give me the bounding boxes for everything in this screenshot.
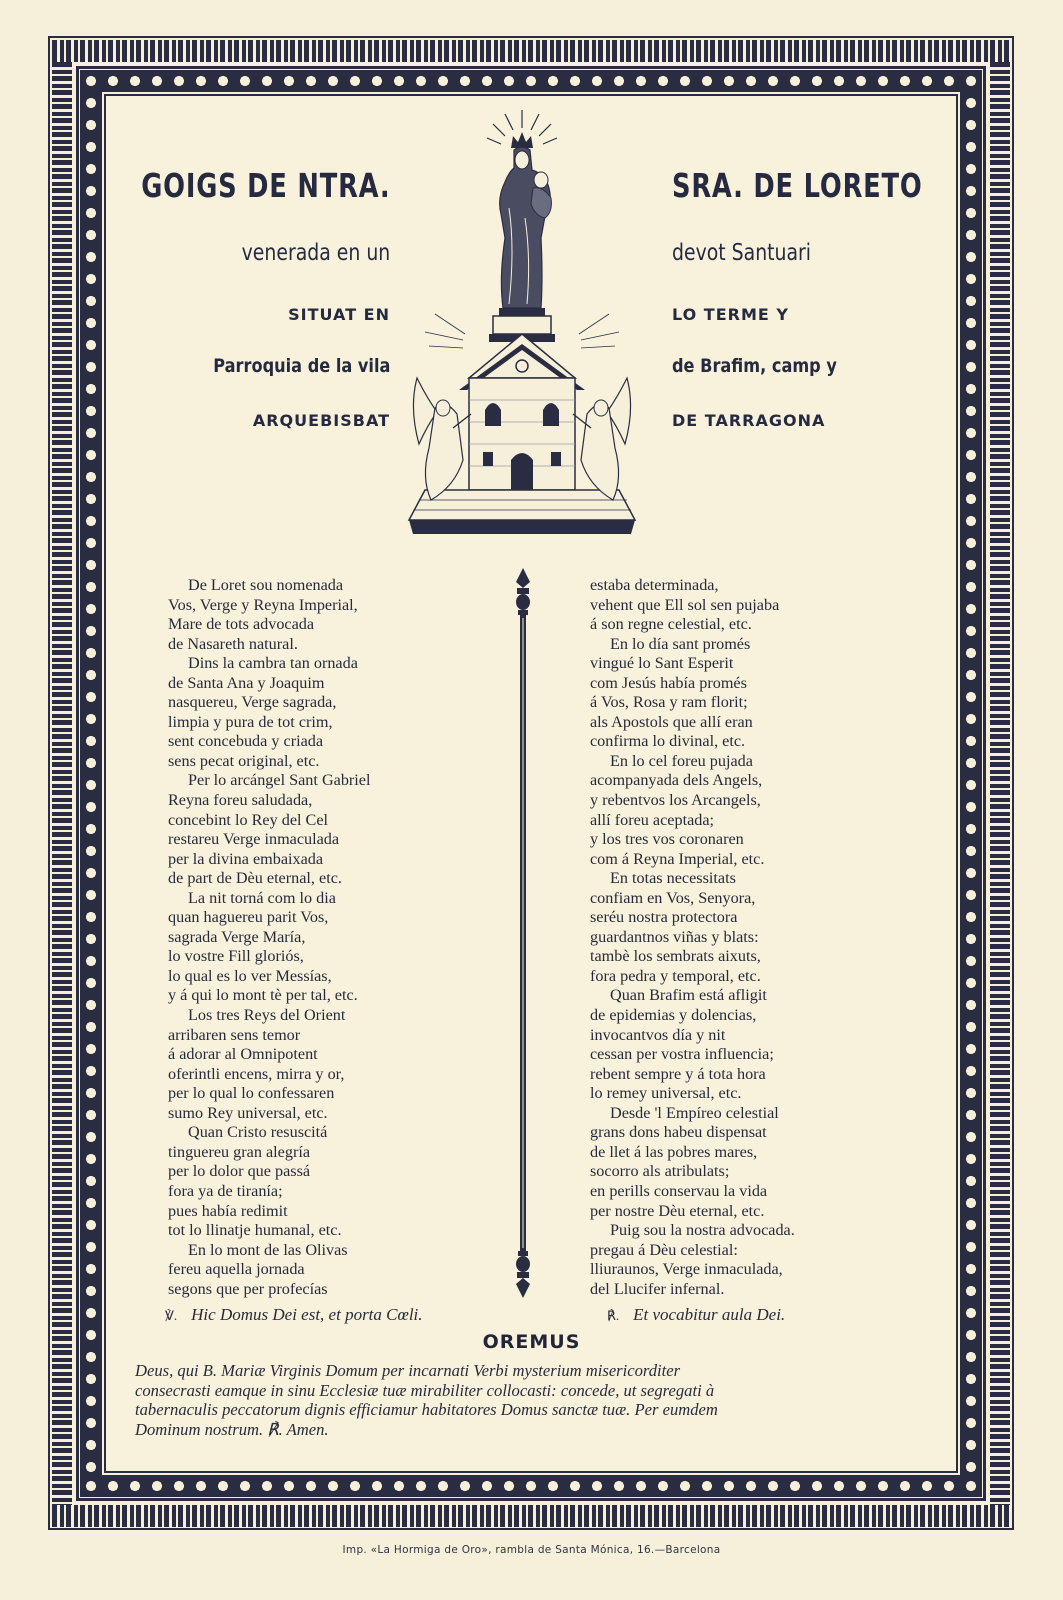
- verse-line: per lo dolor que passá: [168, 1162, 311, 1181]
- verse-line: arribaren sens temor: [168, 1025, 301, 1044]
- verse-line: vehent que Ell sol sen pujaba: [590, 595, 780, 614]
- prayer-line: Deus, qui B. Mariæ Virginis Domum per incarnati Verbi mysterium misericorditer: [135, 1361, 681, 1380]
- verse-line: pues había redimit: [168, 1201, 288, 1220]
- bottom-ornament-band: [80, 1475, 982, 1497]
- response-text: Et vocabitur aula Dei.: [633, 1305, 786, 1324]
- oremus-title: OREMUS: [482, 1331, 581, 1353]
- verse-line: vingué lo Sant Esperit: [590, 654, 734, 673]
- verse-line: per la divina embaixada: [168, 849, 324, 868]
- verse-line: tinguereu gran alegría: [168, 1142, 311, 1161]
- right-ornament-band: [960, 92, 982, 1475]
- verse-line: socorro als atribulats;: [590, 1162, 730, 1181]
- verse-line: restareu Verge inmaculada: [168, 830, 340, 849]
- verse-line: lo remey universal, etc.: [590, 1084, 742, 1103]
- verse-line: Mare de tots advocada: [168, 615, 315, 634]
- verse-line: concebint lo Rey del Cel: [168, 810, 329, 829]
- heading-line5-right: DE TARRAGONA: [672, 411, 826, 430]
- verse-line: y á qui lo mont tè per tal, etc.: [168, 986, 358, 1005]
- top-fringe-border: [52, 40, 1010, 62]
- verse-line: de part de Dèu eternal, etc.: [168, 869, 342, 888]
- column-divider-ornament: [512, 568, 534, 1298]
- verse-line: y rebentvos los Arcangels,: [590, 791, 761, 810]
- verse-line: per nostre Dèu eternal, etc.: [590, 1201, 765, 1220]
- verse-line: en perills conservau la vida: [590, 1181, 768, 1200]
- verse-line: quan haguereu parit Vos,: [168, 908, 329, 927]
- subtitle-right: devot Santuari: [672, 240, 812, 266]
- verse-line: oferintli encens, mirra y or,: [168, 1064, 345, 1083]
- verse-line: De Loret sou nomenada: [188, 576, 344, 594]
- verse-line: de llet á las pobres mares,: [590, 1142, 758, 1161]
- versicle-text: Hic Domus Dei est, et porta Cœli.: [191, 1305, 423, 1324]
- verse-line: nasquereu, Verge sagrada,: [168, 693, 337, 712]
- verse-line: Reyna foreu saludada,: [168, 791, 313, 810]
- verse-line: Puig sou la nostra advocada.: [610, 1221, 795, 1240]
- verse-line: sumo Rey universal, etc.: [168, 1103, 328, 1122]
- verse-line: guardantnos viñas y blats:: [590, 927, 759, 946]
- verse-line: per lo qual lo confessaren: [168, 1084, 335, 1103]
- verse-line: cessan per vostra influencia;: [590, 1045, 774, 1064]
- prayer-line: tabernaculis peccatorum dignis efficiamur habitatores Domus sanctæ tuæ. Per eumdem: [135, 1400, 718, 1419]
- response: [607, 1305, 785, 1325]
- heading-line5-left: ARQUEBISBAT: [252, 411, 390, 430]
- verse-line: de Santa Ana y Joaquim: [168, 673, 325, 692]
- verse-line: pregau á Dèu celestial:: [590, 1240, 738, 1259]
- verse-line: grans dons habeu dispensat: [590, 1123, 767, 1142]
- verse-line: En lo mont de las Olivas: [188, 1240, 348, 1259]
- verse-line: com á Reyna Imperial, etc.: [590, 849, 765, 868]
- verse-line: á adorar al Omnipotent: [168, 1045, 318, 1064]
- left-ornament-band: [80, 92, 102, 1475]
- verse-line: Los tres Reys del Orient: [188, 1006, 346, 1025]
- verse-line: fereu aquella jornada: [168, 1260, 305, 1279]
- verse-line: sens pecat original, etc.: [168, 751, 320, 770]
- left-fringe-border: [52, 62, 72, 1505]
- verse-line: sagrada Verge María,: [168, 927, 306, 946]
- verse-line: confiam en Vos, Senyora,: [590, 888, 756, 907]
- subtitle-left: venerada en un: [241, 240, 390, 266]
- verse-line: tambè los sembrats aixuts,: [590, 947, 761, 966]
- heading-line3-right: LO TERME Y: [672, 305, 789, 324]
- prayer-line: Dominum nostrum. ℟. Amen.: [135, 1419, 329, 1439]
- bottom-fringe-border: [52, 1505, 1010, 1527]
- oremus-prayer: [135, 1361, 925, 1439]
- top-ornament-band: [80, 70, 982, 92]
- verse-line: á Vos, Rosa y ram florit;: [590, 693, 748, 712]
- heading-line3-left: SITUAT EN: [288, 305, 390, 324]
- verse-line: seréu nostra protectora: [590, 908, 738, 927]
- verse-line: del Llucifer infernal.: [590, 1279, 725, 1298]
- verse-line: Quan Cristo resuscitá: [188, 1123, 328, 1142]
- verse-line: Desde 'l Empíreo celestial: [610, 1103, 779, 1122]
- verses-right-column: [590, 576, 890, 1299]
- verse-line: estaba determinada,: [590, 576, 719, 594]
- verse-line: Vos, Verge y Reyna Imperial,: [168, 595, 358, 614]
- verse-line: En lo día sant promés: [610, 634, 751, 653]
- verse-line: á son regne celestial, etc.: [590, 615, 752, 634]
- verse-line: sent concebuda y criada: [168, 732, 324, 751]
- verse-line: lo qual es lo ver Messías,: [168, 966, 332, 985]
- verse-line: Per lo arcángel Sant Gabriel: [188, 771, 371, 790]
- heading-line4-left: Parroquia de la vila: [212, 355, 390, 377]
- verse-line: fora ya de tiranía;: [168, 1181, 283, 1200]
- verse-line: rebent sempre y á tota hora: [590, 1064, 766, 1083]
- right-fringe-border: [990, 62, 1010, 1505]
- verse-line: En lo cel foreu pujada: [610, 751, 753, 770]
- verse-line: de Nasareth natural.: [168, 634, 298, 653]
- verse-line: fora pedra y temporal, etc.: [590, 966, 761, 985]
- verse-line: limpia y pura de tot crim,: [168, 712, 333, 731]
- printer-imprint: Imp. «La Hormiga de Oro», rambla de Santa Mónica, 16.—Barcelona: [342, 1544, 721, 1556]
- verse-line: de epidemias y dolencias,: [590, 1006, 757, 1025]
- verse-line: Quan Brafim está afligit: [610, 986, 767, 1005]
- verse-line: y los tres vos coronaren: [590, 830, 744, 849]
- versicle-mark: ℣.: [165, 1308, 178, 1323]
- verse-line: confirma lo divinal, etc.: [590, 732, 746, 751]
- verse-line: invocantvos día y nit: [590, 1025, 726, 1044]
- verse-line: La nit torná com lo dia: [188, 888, 336, 907]
- verse-line: allí foreu aceptada;: [590, 810, 715, 829]
- verse-line: acompanyada dels Angels,: [590, 771, 763, 790]
- verse-line: En totas necessitats: [610, 869, 736, 888]
- verse-line: Dins la cambra tan ornada: [188, 654, 358, 673]
- verse-line: als Apostols que allí eran: [590, 712, 753, 731]
- title-left: GOIGS DE NTRA.: [140, 166, 390, 205]
- verse-line: segons que per profecías: [168, 1279, 328, 1298]
- versicle: [165, 1305, 423, 1325]
- verse-line: lliuraunos, Verge inmaculada,: [590, 1260, 783, 1279]
- verse-line: com Jesús había promés: [590, 673, 747, 692]
- verse-line: lo vostre Fill gloriós,: [168, 947, 304, 966]
- title-right: SRA. DE LORETO: [672, 166, 923, 205]
- prayer-line: consecrasti eamque in sinu Ecclesiæ tuæ mirabiliter collocasti: concede, ut segregati à: [135, 1380, 715, 1400]
- verse-line: tot lo llinatje humanal, etc.: [168, 1221, 342, 1240]
- verses-left-column: [168, 576, 498, 1299]
- response-mark: ℟.: [607, 1308, 620, 1323]
- sanctuary-virgin-illustration: [405, 108, 640, 548]
- heading-line4-right: de Brafim, camp y: [672, 355, 837, 377]
